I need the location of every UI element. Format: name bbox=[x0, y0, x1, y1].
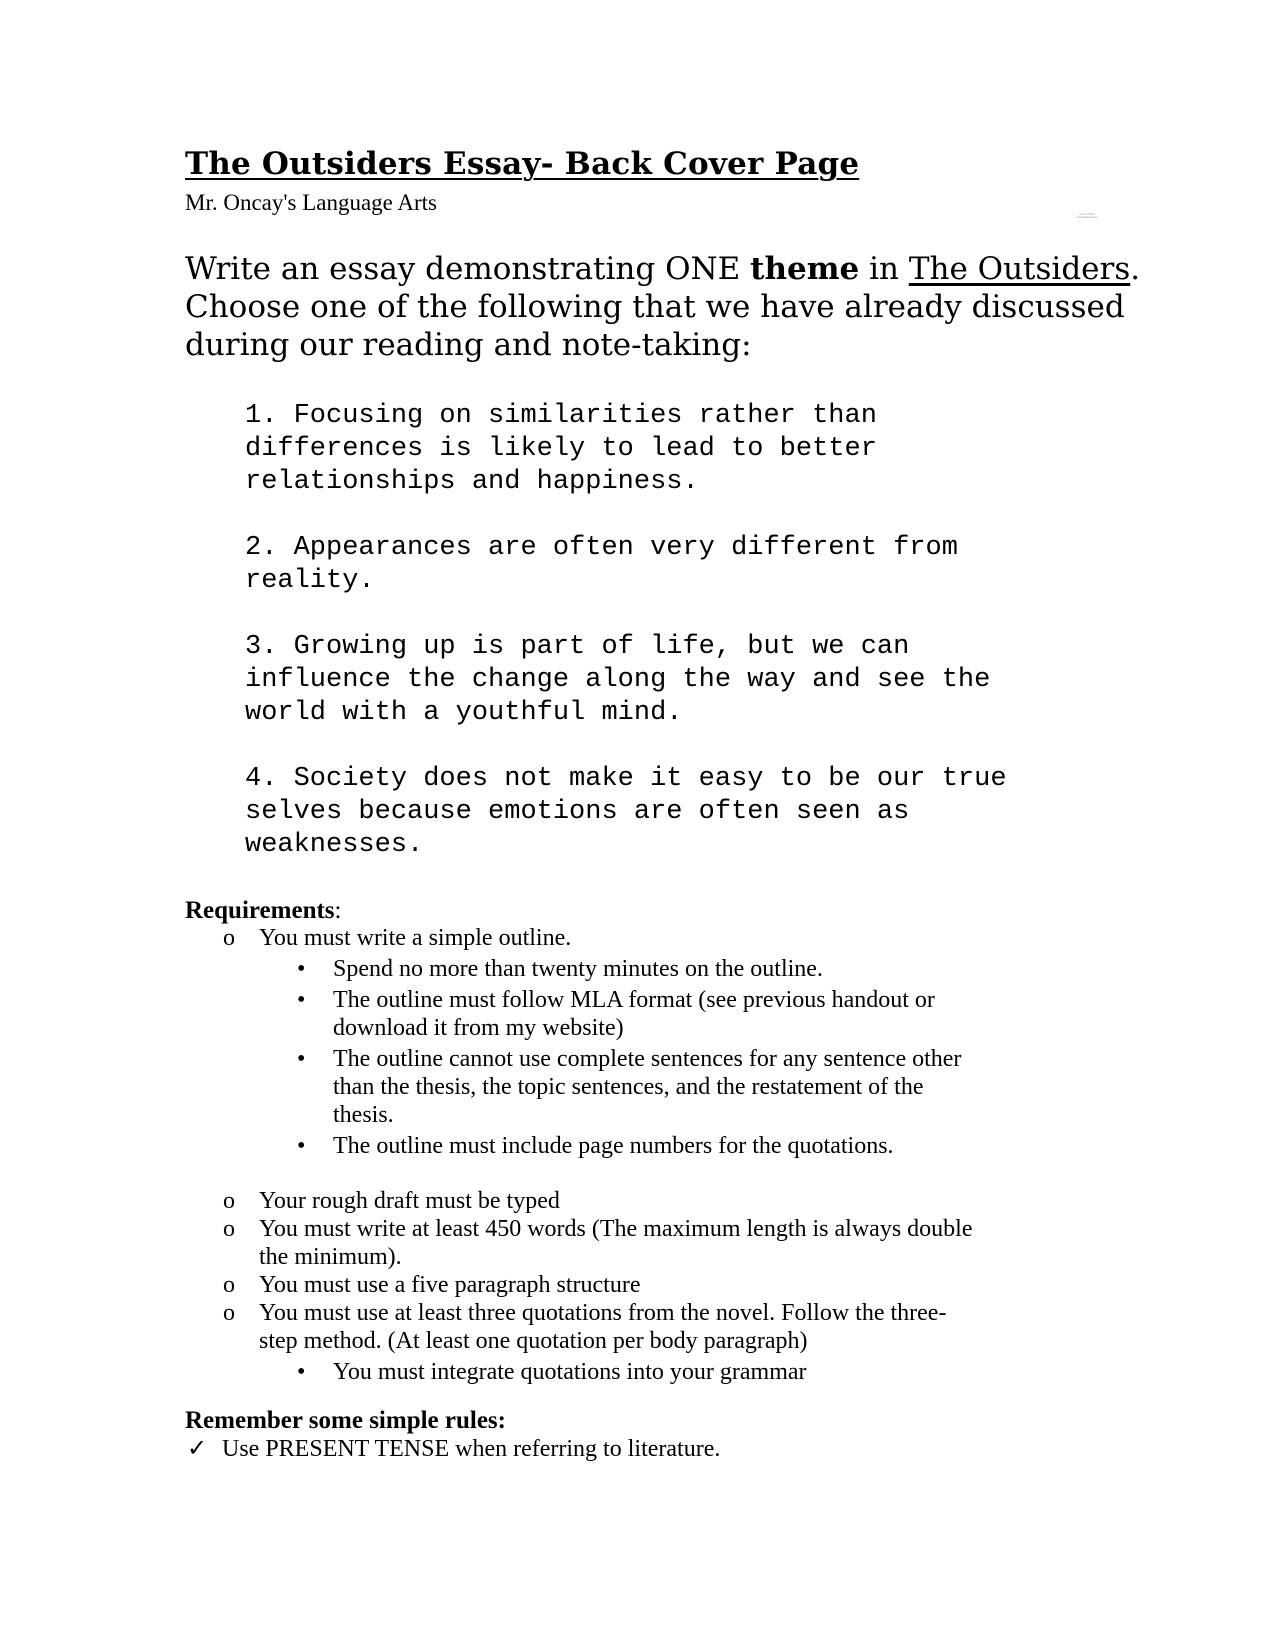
watermark-mark: ▪▪▪▪ ▪▪ ▪▪▪▪▪▪▪ ▪▪▪▪▪▪▪▪▪▪▪▪▪▪▪▪▪▪▪▪ bbox=[1076, 213, 1098, 219]
circle-bullet-icon: o bbox=[223, 1300, 235, 1326]
theme-item bbox=[245, 631, 1125, 730]
requirement-item bbox=[185, 1271, 1085, 1299]
requirement-subitem bbox=[185, 986, 1085, 1042]
requirement-subitem bbox=[185, 1358, 1085, 1386]
circle-bullet-icon: o bbox=[223, 1272, 235, 1298]
theme-line: 1. Focusing on similarities rather than bbox=[245, 401, 877, 431]
requirements-heading-colon: : bbox=[334, 897, 342, 924]
subitem-line: thesis. bbox=[333, 1102, 394, 1128]
rule-item bbox=[185, 1435, 1085, 1463]
circle-bullet-icon: o bbox=[223, 1216, 235, 1242]
theme-item bbox=[245, 532, 1125, 598]
subitem-line: The outline cannot use complete sentences for any sentence other bbox=[333, 1046, 962, 1072]
theme-item bbox=[245, 400, 1125, 499]
requirement-subitem bbox=[185, 1045, 1085, 1129]
requirement-line: You must write a simple outline. bbox=[259, 925, 572, 951]
theme-line: relationships and happiness. bbox=[245, 467, 699, 497]
circle-bullet-icon: o bbox=[223, 925, 235, 951]
bullet-icon: • bbox=[297, 1359, 306, 1385]
requirement-item bbox=[185, 1299, 1085, 1355]
bullet-icon: • bbox=[297, 956, 306, 982]
requirement-item bbox=[185, 1215, 1085, 1271]
theme-line: differences is likely to lead to better bbox=[245, 434, 877, 464]
theme-line: 4. Society does not make it easy to be our true bbox=[245, 764, 1007, 794]
theme-line: influence the change along the way and see the bbox=[245, 665, 991, 695]
course-subtitle: Mr. Oncay's Language Arts bbox=[185, 190, 437, 215]
subitem-line: You must integrate quotations into your grammar bbox=[333, 1359, 807, 1385]
prompt-theme-word: theme bbox=[750, 251, 860, 287]
subitem-line: download it from my website) bbox=[333, 1015, 624, 1041]
rules-list bbox=[185, 1435, 1085, 1463]
prompt-line-2: Choose one of the following that we have already discussed bbox=[185, 289, 1125, 325]
prompt-text: Write an essay demonstrating ONE bbox=[185, 251, 751, 287]
prompt-text: in bbox=[859, 251, 909, 287]
rules-heading: Remember some simple rules: bbox=[185, 1407, 506, 1434]
prompt-line-3: during our reading and note-taking: bbox=[185, 327, 752, 363]
bullet-icon: • bbox=[297, 1133, 306, 1159]
requirements-heading bbox=[185, 897, 341, 925]
requirement-item bbox=[185, 1187, 1085, 1215]
subitem-line: The outline must follow MLA format (see previous handout or bbox=[333, 987, 935, 1013]
theme-line: reality. bbox=[245, 566, 375, 596]
requirement-line: You must use a five paragraph structure bbox=[259, 1272, 641, 1298]
prompt-line-1 bbox=[185, 250, 1141, 288]
circle-bullet-icon: o bbox=[223, 1188, 235, 1214]
requirement-subitem bbox=[185, 955, 1085, 983]
theme-line: selves because emotions are often seen as bbox=[245, 797, 910, 827]
requirements-list bbox=[185, 924, 1085, 1386]
requirement-line: the minimum). bbox=[259, 1244, 402, 1270]
theme-line: weaknesses. bbox=[245, 830, 424, 860]
page-title: The Outsiders Essay- Back Cover Page bbox=[185, 146, 860, 182]
theme-list bbox=[245, 400, 1125, 895]
checkmark-icon: ✓ bbox=[187, 1436, 208, 1462]
requirement-item bbox=[185, 924, 1085, 952]
theme-item bbox=[245, 763, 1125, 862]
theme-line: 3. Growing up is part of life, but we can bbox=[245, 632, 910, 662]
essay-prompt bbox=[185, 250, 1141, 364]
rule-text: Use PRESENT TENSE when referring to literature. bbox=[222, 1436, 721, 1462]
book-title: The Outsiders bbox=[908, 251, 1131, 287]
subitem-line: Spend no more than twenty minutes on the outline. bbox=[333, 956, 823, 982]
theme-line: 2. Appearances are often very different from bbox=[245, 533, 958, 563]
spacer bbox=[185, 1160, 1085, 1187]
requirement-line: Your rough draft must be typed bbox=[259, 1188, 560, 1214]
bullet-icon: • bbox=[297, 1046, 306, 1072]
bullet-icon: • bbox=[297, 987, 306, 1013]
requirement-subitem bbox=[185, 1132, 1085, 1160]
requirements-heading-text: Requirements bbox=[185, 897, 335, 924]
subitem-line: The outline must include page numbers for the quotations. bbox=[333, 1133, 894, 1159]
requirement-line: step method. (At least one quotation per body paragraph) bbox=[259, 1328, 808, 1354]
theme-line: world with a youthful mind. bbox=[245, 698, 683, 728]
requirement-line: You must write at least 450 words (The maximum length is always double bbox=[259, 1216, 973, 1242]
requirement-line: You must use at least three quotations from the novel. Follow the three- bbox=[259, 1300, 947, 1326]
subitem-line: than the thesis, the topic sentences, and the restatement of the bbox=[333, 1074, 924, 1100]
prompt-text: . bbox=[1130, 251, 1141, 287]
